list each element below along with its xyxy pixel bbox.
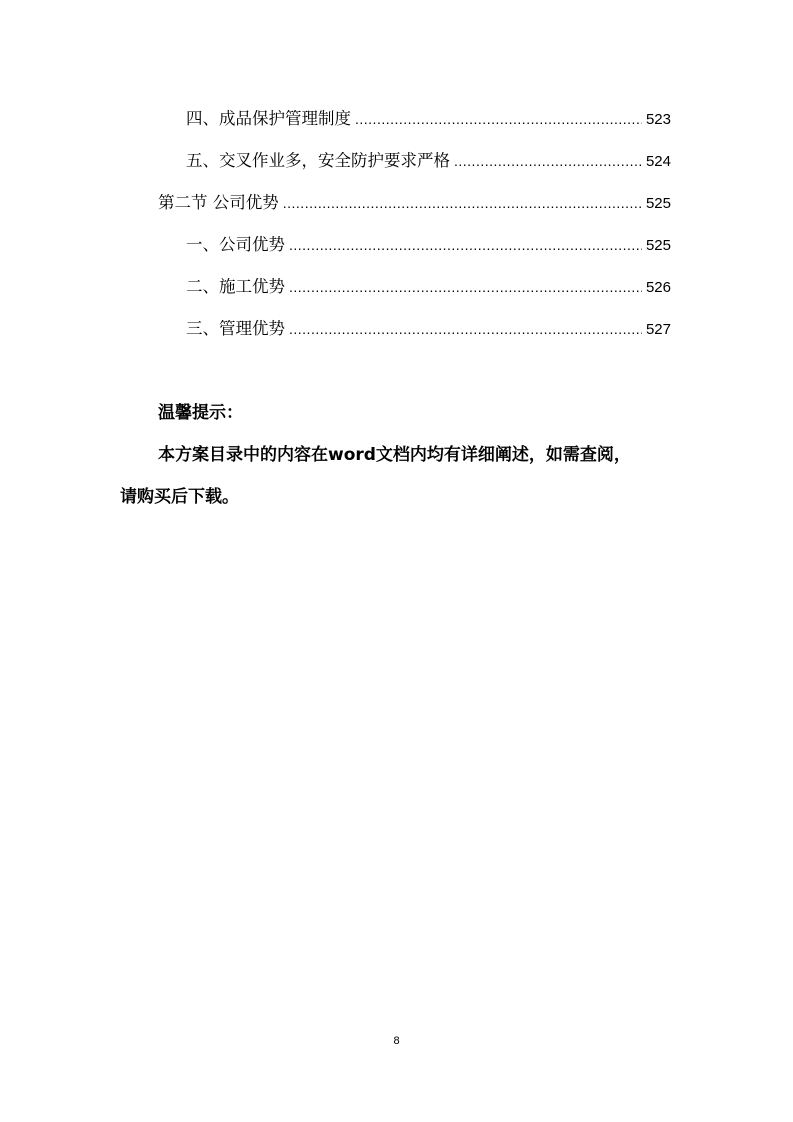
toc-page-number: 525 bbox=[645, 195, 671, 212]
toc-page-number: 523 bbox=[645, 111, 671, 128]
toc-entry-label: 三、管理优势 bbox=[186, 319, 285, 338]
toc-entry[interactable] bbox=[0, 147, 671, 171]
toc-page-number: 526 bbox=[645, 279, 671, 296]
toc-dot-leader bbox=[289, 279, 642, 295]
toc-entry-label: 一、公司优势 bbox=[186, 235, 285, 254]
toc-page-number: 524 bbox=[645, 153, 671, 170]
toc-dot-leader bbox=[355, 111, 642, 127]
toc-dot-leader bbox=[289, 237, 642, 253]
toc-entry[interactable] bbox=[0, 231, 671, 255]
toc-entry[interactable] bbox=[0, 189, 671, 213]
toc-page-number: 525 bbox=[645, 237, 671, 254]
tip-heading: 温馨提示： bbox=[158, 403, 243, 423]
tip-text-line-1: 本方案目录中的内容在word文档内均有详细阐述，如需查阅， bbox=[158, 445, 631, 465]
toc-entry[interactable] bbox=[0, 105, 671, 129]
toc-dot-leader bbox=[283, 195, 642, 211]
toc-dot-leader bbox=[289, 321, 642, 337]
toc-entry[interactable] bbox=[0, 315, 671, 339]
page-number: 8 bbox=[393, 1035, 400, 1047]
toc-dot-leader bbox=[454, 153, 642, 169]
tip-text-line-2: 请购买后下载。 bbox=[120, 487, 239, 507]
toc-entry[interactable] bbox=[0, 273, 671, 297]
toc-entry-label: 第二节 公司优势 bbox=[158, 193, 279, 212]
toc-entry-label: 二、施工优势 bbox=[186, 277, 285, 296]
toc-page-number: 527 bbox=[645, 321, 671, 338]
toc-entry-label: 四、成品保护管理制度 bbox=[186, 109, 351, 128]
toc-entry-label: 五、交叉作业多，安全防护要求严格 bbox=[186, 151, 450, 170]
